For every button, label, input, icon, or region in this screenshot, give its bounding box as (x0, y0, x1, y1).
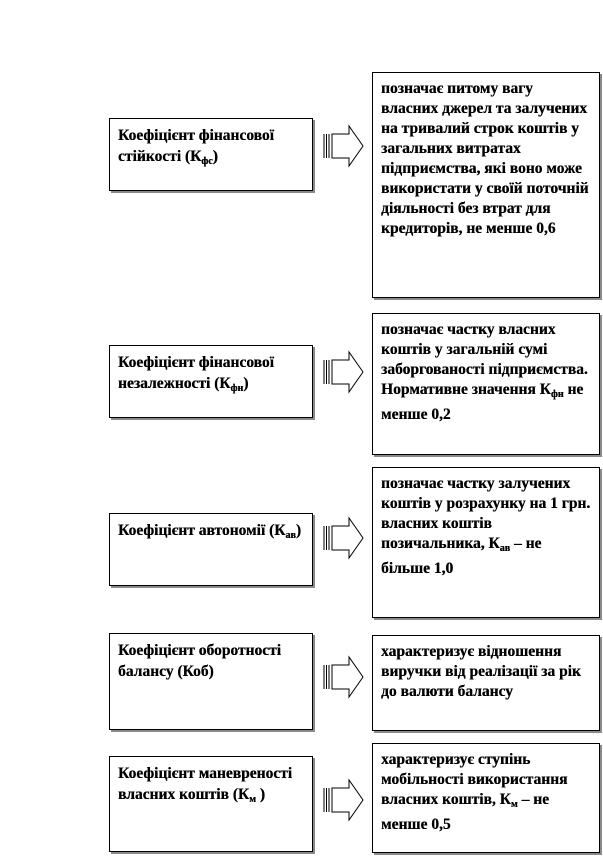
box-subscript: м (249, 794, 256, 805)
box-subscript: ав (285, 530, 296, 541)
right-arrow-icon (321, 655, 365, 699)
coefficient-equity-maneuverability-box (109, 756, 313, 852)
box-text-end: ) (243, 375, 249, 392)
box-subscript: ав (499, 543, 511, 554)
coefficient-autonomy-box (109, 513, 313, 586)
description-equity-maneuverability-box (372, 743, 600, 853)
box-text: позначає питому вагу власних джерел та залучених на тривалий строк коштів у загальних витратах підприємства, які воно може використати у своїй поточній діяльності без втрат для кредиторів, не менше 0,6 (381, 80, 589, 237)
coefficient-balance-turnover-box (109, 633, 313, 730)
box-subscript: фс (201, 156, 213, 167)
box-text: Коефіцієнт фінансової стійкості (К (118, 127, 274, 165)
box-subscript: м (510, 799, 518, 810)
box-text: позначає частку залучених коштів у розрахунку на 1 грн. власних коштів позичальника, К (381, 475, 591, 552)
box-text: Коефіцієнт маневреності власних коштів (К (118, 765, 293, 803)
coefficient-financial-stability-box (109, 118, 313, 191)
description-balance-turnover-box (372, 635, 600, 731)
description-autonomy-box (372, 467, 600, 618)
description-financial-independence-box (372, 313, 600, 455)
coefficient-financial-independence-box (109, 345, 313, 418)
description-financial-stability-box (372, 72, 600, 298)
box-text: позначає частку власних коштів у загальній сумі заборгованості підприємства. Нормативне значення К (381, 321, 588, 398)
box-text: Коефіцієнт автономії (К (118, 522, 286, 539)
box-text-end: ) (212, 148, 218, 165)
box-subscript: фн (230, 383, 244, 394)
box-text: Коефіцієнт фінансової незалежності (К (118, 354, 274, 392)
box-text: характеризує відношення виручки від реалізації за рік до валюти балансу (381, 643, 581, 700)
box-subscript: фн (550, 389, 564, 400)
right-arrow-icon (321, 516, 365, 560)
box-text-end: – не менше 0,5 (381, 791, 549, 833)
box-text-end: не менше 0,2 (381, 381, 584, 423)
box-text-end: ) (295, 522, 301, 539)
box-text-end: ) (255, 786, 265, 803)
box-text: Коефіцієнт оборотності балансу (Коб) (118, 642, 281, 680)
box-text: характеризує ступінь мобільності використання власних коштів, К (381, 751, 568, 808)
right-arrow-icon (321, 778, 365, 822)
box-text-end: – не більше 1,0 (381, 535, 542, 577)
right-arrow-icon (321, 350, 365, 394)
right-arrow-icon (321, 124, 365, 168)
